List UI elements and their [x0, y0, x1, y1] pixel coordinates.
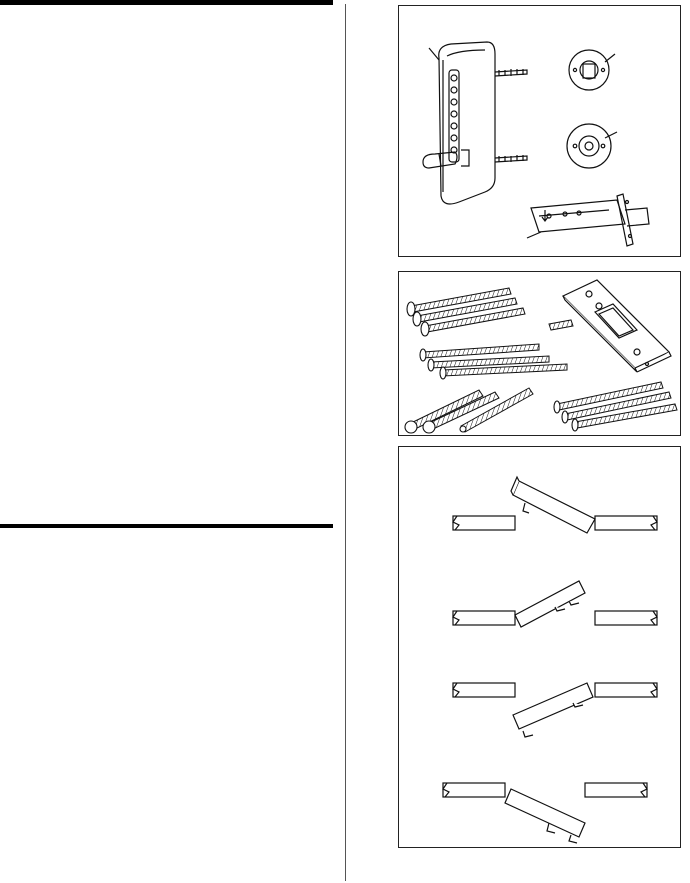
door-handing-illustration [399, 447, 680, 847]
keypad-lock-body [423, 42, 527, 204]
figure-door-handing [398, 446, 681, 848]
section-rule-top [0, 0, 333, 5]
column-divider [345, 4, 346, 881]
front-rose [569, 50, 615, 90]
latch-bolt [527, 194, 649, 246]
section-rule-middle [0, 524, 333, 528]
figure-mounting-hardware [398, 271, 681, 436]
back-rose [567, 124, 617, 168]
figure-lock-components [398, 5, 681, 257]
mounting-hardware-illustration [399, 272, 680, 435]
handing-variant-4 [443, 783, 647, 843]
strike-plate [563, 280, 671, 372]
handing-variant-1 [453, 477, 657, 533]
short-screw [549, 320, 573, 330]
handing-variant-3 [453, 683, 657, 737]
handing-variant-2 [453, 581, 657, 627]
lock-components-illustration [399, 6, 680, 256]
